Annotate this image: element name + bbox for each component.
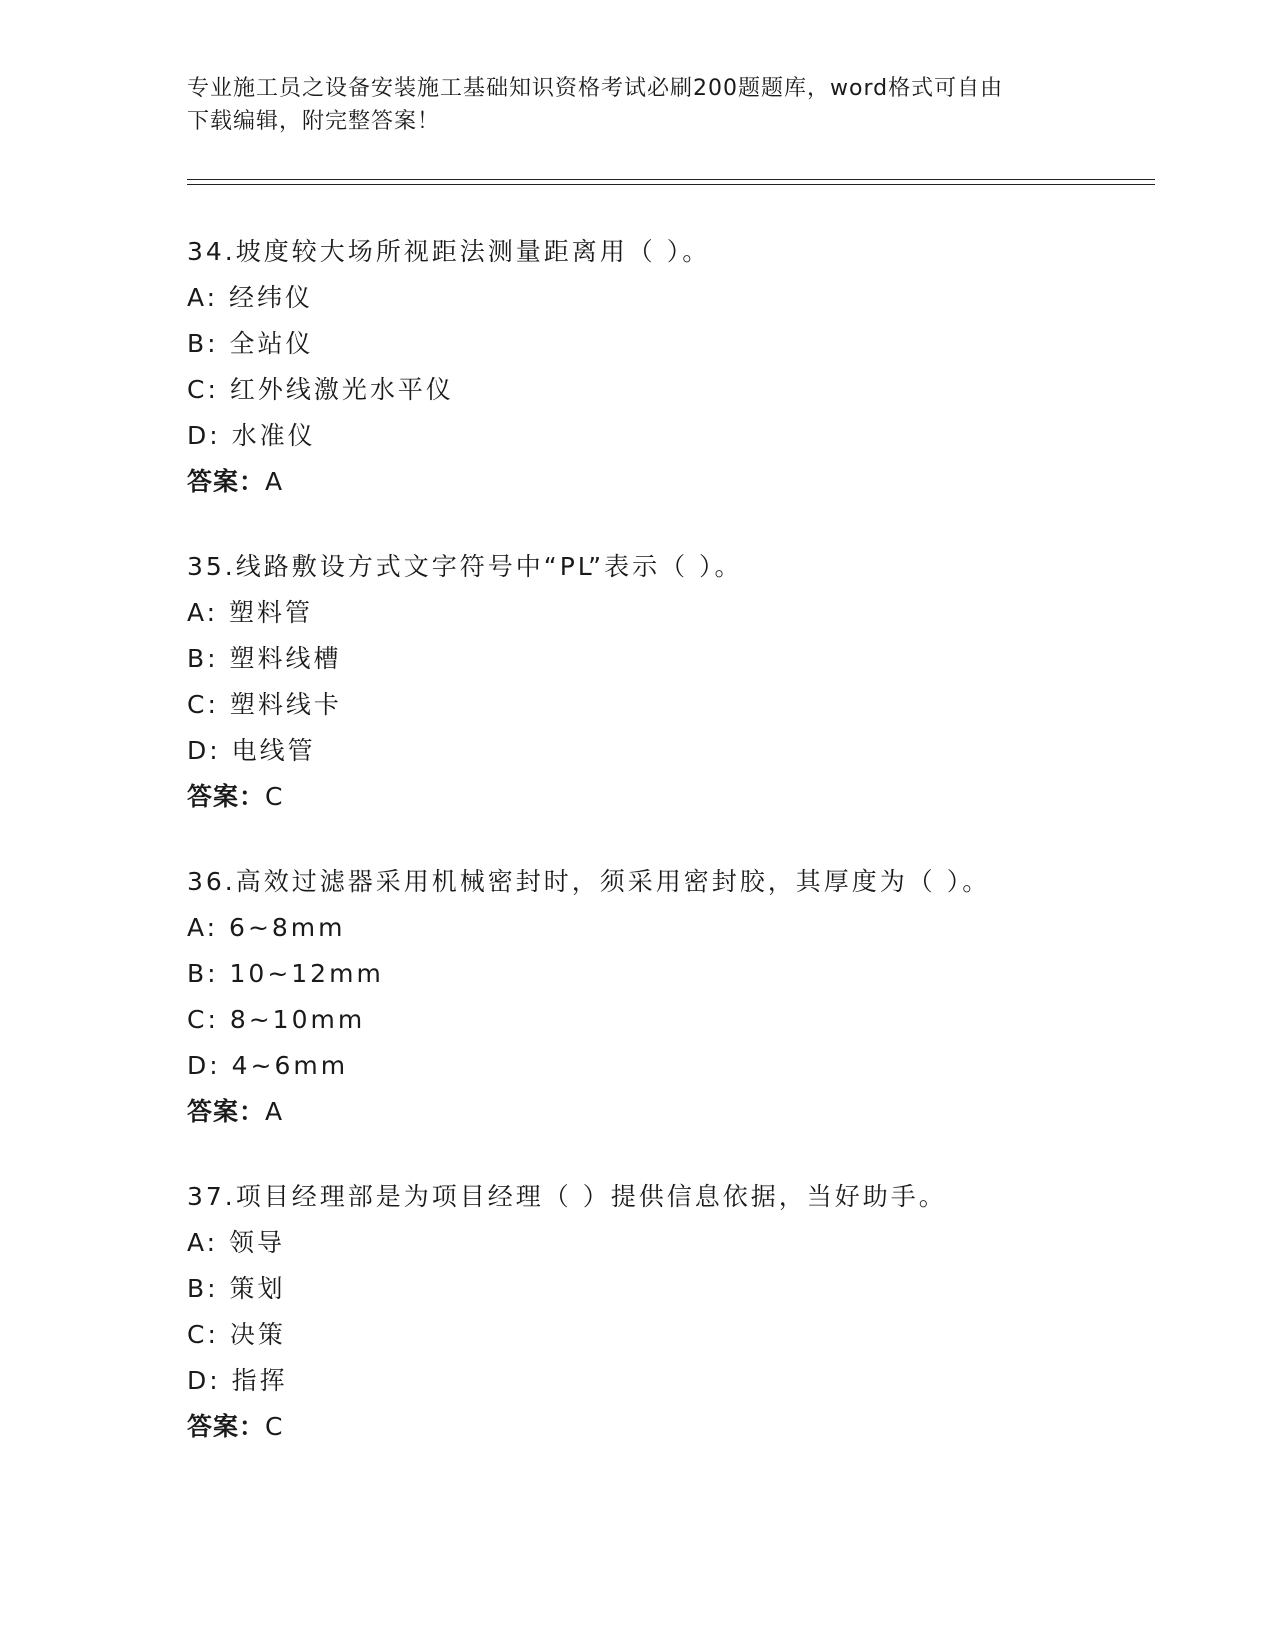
header-line-1: 专业施工员之设备安装施工基础知识资格考试必刷200题题库，word格式可自由 <box>187 76 1004 101</box>
question-stem: 34.坡度较大场所视距法测量距离用（ ）。 <box>187 237 711 266</box>
question-34 <box>187 237 1147 497</box>
header-divider-bottom <box>187 184 1155 185</box>
answer-value: C <box>265 1412 283 1441</box>
document-header <box>187 72 1087 138</box>
answer-line <box>187 1097 1147 1127</box>
option-a: A: 经纬仪 <box>187 283 314 312</box>
option-c: C: 决策 <box>187 1320 286 1349</box>
option-b: B: 10~12mm <box>187 959 384 988</box>
answer-label: 答案： <box>187 1097 266 1126</box>
option-d: D: 水准仪 <box>187 421 316 450</box>
answer-line <box>187 782 1147 812</box>
header-divider-top <box>187 179 1155 180</box>
option-b: B: 塑料线槽 <box>187 644 342 673</box>
option-c: C: 8~10mm <box>187 1005 366 1034</box>
question-37 <box>187 1182 1147 1442</box>
question-stem: 36.高效过滤器采用机械密封时，须采用密封胶，其厚度为（ ）。 <box>187 867 991 896</box>
answer-label: 答案： <box>187 782 266 811</box>
option-c: C: 红外线激光水平仪 <box>187 375 454 404</box>
option-b: B: 策划 <box>187 1274 286 1303</box>
answer-line <box>187 1412 1147 1442</box>
question-stem: 35.线路敷设方式文字符号中“PL”表示（ ）。 <box>187 552 743 581</box>
question-36 <box>187 867 1147 1127</box>
answer-label: 答案： <box>187 467 266 496</box>
option-a: A: 6~8mm <box>187 913 346 942</box>
answer-line <box>187 467 1147 497</box>
answer-value: C <box>265 782 283 811</box>
header-line-2: 下载编辑，附完整答案！ <box>187 109 441 134</box>
answer-value: A <box>265 467 283 496</box>
option-d: D: 电线管 <box>187 736 316 765</box>
answer-value: A <box>265 1097 283 1126</box>
answer-label: 答案： <box>187 1412 266 1441</box>
option-d: D: 指挥 <box>187 1366 288 1395</box>
option-c: C: 塑料线卡 <box>187 690 342 719</box>
question-35 <box>187 552 1147 812</box>
option-a: A: 领导 <box>187 1228 286 1257</box>
option-a: A: 塑料管 <box>187 598 314 627</box>
option-b: B: 全站仪 <box>187 329 314 358</box>
option-d: D: 4~6mm <box>187 1051 349 1080</box>
question-stem: 37.项目经理部是为项目经理（ ）提供信息依据，当好助手。 <box>187 1182 947 1211</box>
